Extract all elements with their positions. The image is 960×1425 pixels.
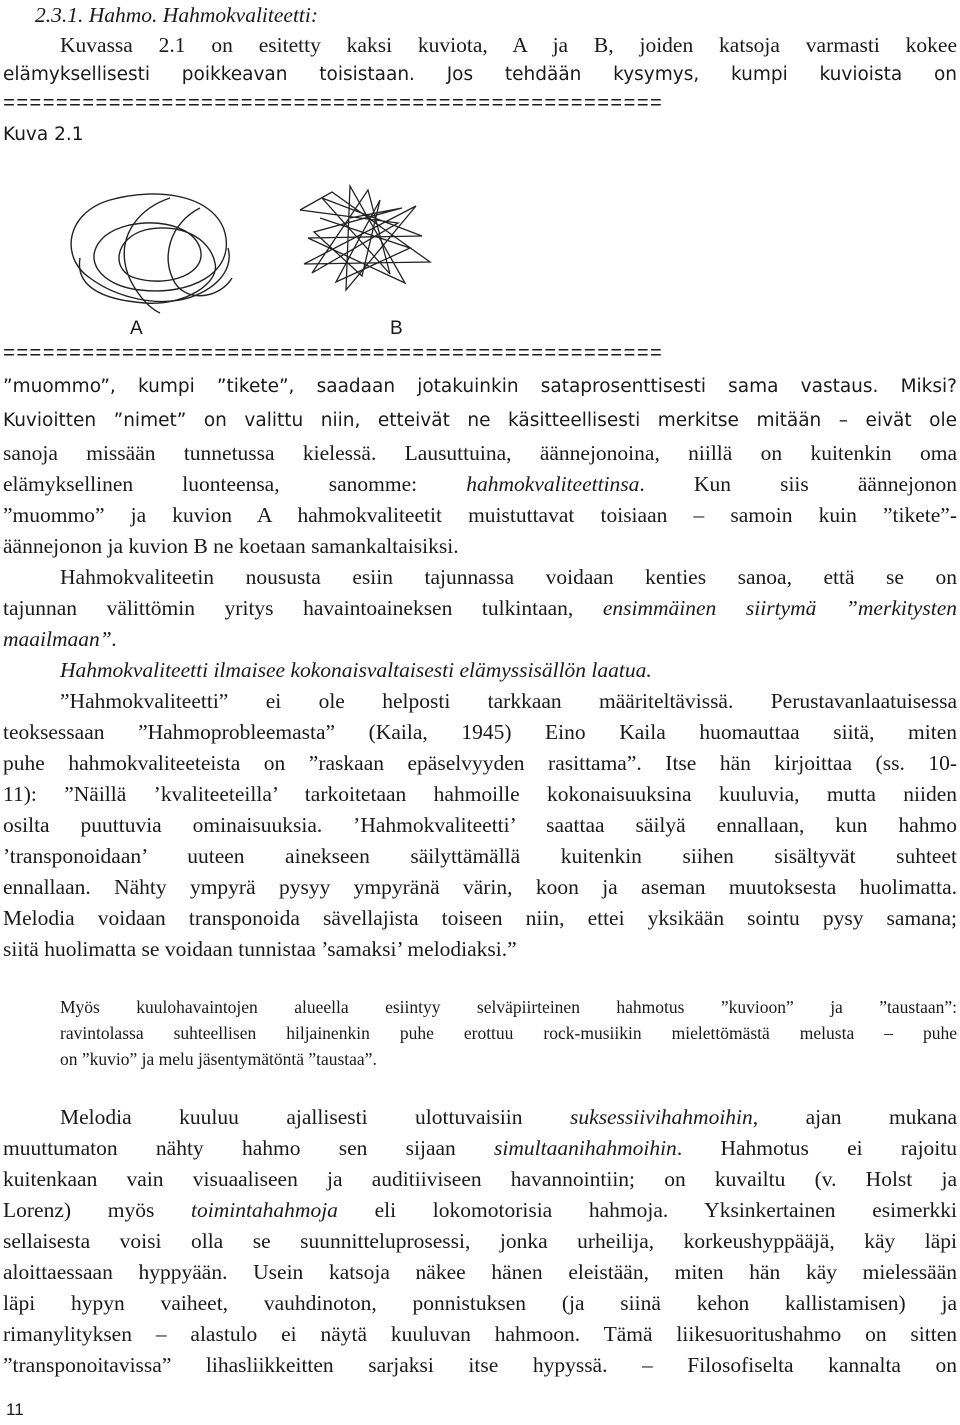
para2-line-1: Hahmokvaliteetin noususta esiin tajunnassa voidaan kenties sanoa, että se on	[60, 565, 957, 589]
intro-line-1: Kuvassa 2.1 on esitetty kaksi kuviota, A ja B, joiden katsoja varmasti kokee	[60, 33, 957, 57]
para2-line-2: tajunnan välittömin yritys havaintoaineksen tulkintaan, ensimmäinen siirtymä ”merkitysten	[3, 596, 957, 620]
melodia-line-9: ”transponoitavissa” lihasliikkeitten sarjaksi itse hypyssä. – Filosofiselta kannalta on	[3, 1353, 957, 1377]
para2-line-3: maailmaan”.	[3, 627, 118, 651]
emphasis-line: Hahmokvaliteetti ilmaisee kokonaisvaltaisesti elämyssisällön laatua.	[60, 658, 652, 682]
figure-caption: Kuva 2.1	[3, 124, 84, 145]
kaila-line-5: osilta puuttuvia ominaisuuksia. ’Hahmokvaliteetti’ saattaa säilyä ennallaan, kun hahmo	[3, 813, 957, 837]
figure-label-b: B	[390, 318, 403, 339]
note-line-1: Myös kuulohavaintojen alueella esiintyy selväpiirteinen hahmotus ”kuvioon” ja ”taustaan”:	[60, 997, 957, 1017]
separator-bottom: ==================================================	[3, 343, 664, 366]
figure-2-1-illustration	[50, 178, 450, 318]
kaila-line-3: puhe hahmokvaliteeteista on ”raskaan epäselvyyden rasittama”. Itse hän kirjoittaa (ss. 10-	[3, 751, 957, 775]
figure-label-a: A	[130, 318, 143, 339]
note-line-3: on ”kuvio” ja melu jäsentymätöntä ”taustaa”.	[60, 1049, 377, 1069]
figure-a-scribble	[71, 194, 232, 313]
kaila-line-1: ”Hahmokvaliteetti” ei ole helposti tarkkaan määriteltävissä. Perustavanlaatuisessa	[60, 689, 957, 713]
melodia-line-1: Melodia kuuluu ajallisesti ulottuvaisiin suksessiivihahmoihin, ajan mukana	[60, 1105, 957, 1129]
kaila-line-8: Melodia voidaan transponoida sävellajista toiseen niin, ettei yksikään sointu pysy samana;	[3, 906, 957, 930]
melodia-line-8: rimanylityksen – alastulo ei näytä kuuluvan hahmoon. Tämä liikesuoritushahmo on sitten	[3, 1322, 957, 1346]
para-line-4: elämyksellinen luonteensa, sanomme: hahmokvaliteettinsa. Kun siis äännejonon	[3, 472, 957, 496]
para-line-5: ”muommo” ja kuvion A hahmokvaliteetit muistuttavat toisiaan – samoin kuin ”tikete”-	[3, 503, 957, 527]
separator-top: ==================================================	[3, 93, 664, 116]
melodia-line-4: Lorenz) myös toimintahahmoja eli lokomotorisia hahmoja. Yksinkertainen esimerkki	[3, 1198, 957, 1222]
kaila-line-2: teoksessaan ”Hahmoprobleemasta” (Kaila, 1945) Eino Kaila huomauttaa siitä, miten	[3, 720, 957, 744]
kaila-line-9: siitä huolimatta se voidaan tunnistaa ’samaksi’ melodiaksi.”	[3, 937, 517, 961]
para-line-6: äännejonon ja kuvion B ne koetaan samankaltaisiksi.	[3, 534, 459, 558]
page-number: 11	[6, 1400, 24, 1419]
intro-line-2: elämyksellisesti poikkeavan toisistaan. Jos tehdään kysymys, kumpi kuvioista on	[3, 64, 957, 85]
para-line-3: sanoja missään tunnetussa kielessä. Lausuttuina, äännejonoina, niillä on kuitenkin oma	[3, 441, 957, 465]
melodia-line-3: kuitenkaan vain visuaaliseen ja auditiiviseen havannointiin; on kuvailtu (v. Holst ja	[3, 1167, 957, 1191]
para-line-1: ”muommo”, kumpi ”tikete”, saadaan jotakuinkin sataprosenttisesti sama vastaus. Miksi?	[3, 376, 957, 397]
para-line-2: Kuvioitten ”nimet” on valittu niin, etteivät ne käsitteellisesti merkitse mitään – eivät ole	[3, 410, 957, 431]
melodia-line-6: aloittaessaan hyppyään. Usein katsoja näkee hänen eleistään, miten hän käy mielessään	[3, 1260, 957, 1284]
note-line-2: ravintolassa suhteellisen hiljainenkin puhe erottuu rock-musiikin mielettömästä melusta – puhe	[60, 1023, 957, 1043]
melodia-line-2: muuttumaton nähty hahmo sen sijaan simultaanihahmoihin. Hahmotus ei rajoitu	[3, 1136, 957, 1160]
melodia-line-5: sellaisesta voisi olla se suunnitteluprosessi, jonka urheilija, korkeushyppääjä, käy läpi	[3, 1229, 957, 1253]
melodia-line-7: läpi hypyn vaiheet, vauhdinoton, ponnistuksen (ja siinä kehon kallistamisen) ja	[3, 1291, 957, 1315]
kaila-line-6: ’transponoidaan’ uuteen ainekseen säilyttämällä kuitenkin siihen sisältyvät suhteet	[3, 844, 957, 868]
kaila-line-4: 11): ”Näillä ’kvaliteeteilla’ tarkoitetaan hahmoille kokonaisuuksina kuuluvia, mutta niiden	[3, 782, 957, 806]
kaila-line-7: ennallaan. Nähty ympyrä pysyy ympyränä värin, koon ja aseman muutoksesta huolimatta.	[3, 875, 957, 899]
figure-b-star	[300, 186, 430, 290]
section-heading: 2.3.1. Hahmo. Hahmokvaliteetti:	[35, 3, 319, 27]
